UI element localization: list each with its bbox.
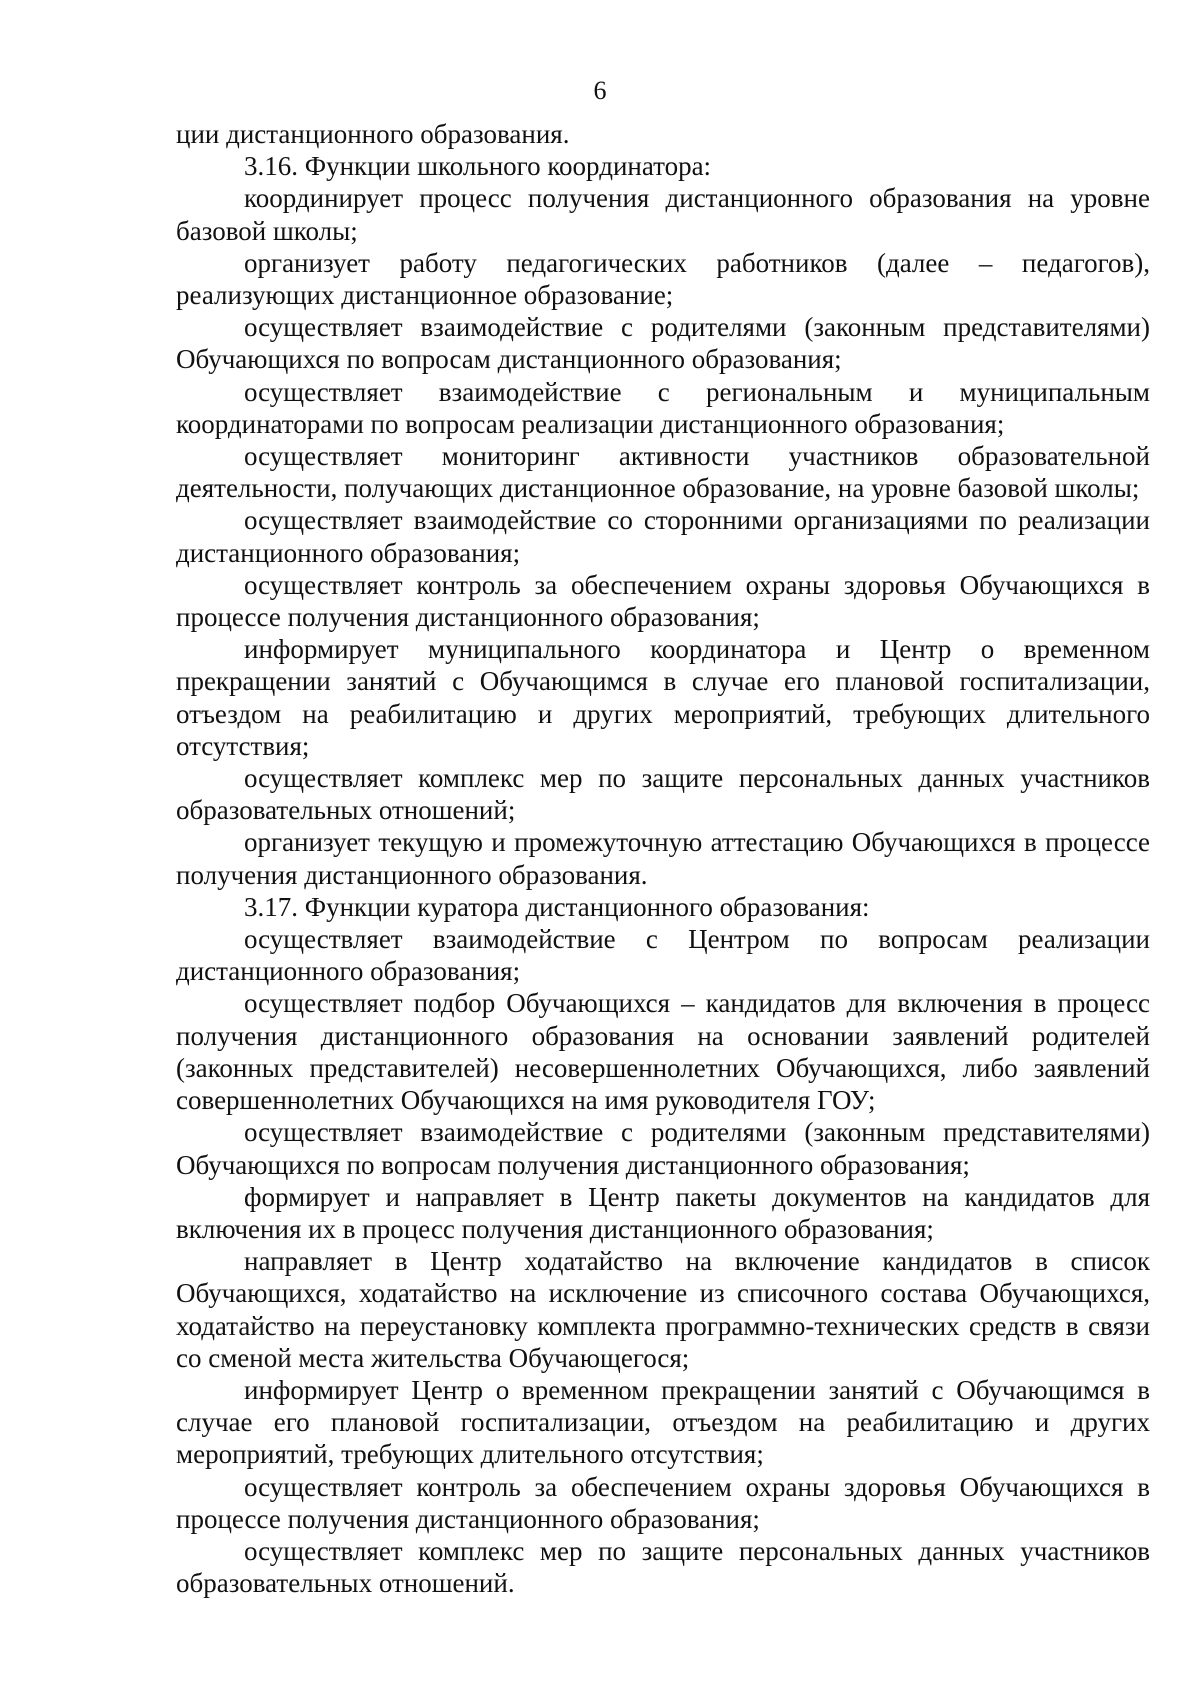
list-item: осуществляет комплекс мер по защите персональных данных участников образовательных отношений; [176, 763, 1150, 826]
list-item: осуществляет взаимодействие с родителями (законным представителями) Обучающихся по вопросам получения дистанционного образования; [176, 1117, 1150, 1180]
list-item: информирует муниципального координатора и Центр о временном прекращении занятий с Обучающимся в случае его плановой госпитализации, отъездом на реабилитацию и других мероприятий, требующих длительного отсутствия; [176, 634, 1150, 761]
list-item: осуществляет взаимодействие с родителями (законным представителями) Обучающихся по вопросам дистанционного образования; [176, 312, 1150, 375]
list-item: осуществляет подбор Обучающихся – кандидатов для включения в процесс получения дистанционного образования на основании заявлений родителей (законных представителей) несовершеннолетних Обучающихся, либо заявлений совершеннолетних Обучающихся на имя руководителя ГОУ; [176, 988, 1150, 1116]
list-item: осуществляет взаимодействие с Центром по вопросам реализации дистанционного образования; [176, 924, 1150, 987]
list-item: осуществляет комплекс мер по защите персональных данных участников образовательных отношений. [176, 1535, 1150, 1599]
list-item: осуществляет контроль за обеспечением охраны здоровья Обучающихся в процессе получения дистанционного образования; [176, 569, 1150, 633]
list-item: организует работу педагогических работников (далее – педагогов), реализующих дистанционное образование; [176, 247, 1150, 311]
page-number: 6 [593, 76, 607, 105]
list-item: направляет в Центр ходатайство на включение кандидатов в список Обучающихся, ходатайство на исключение из списочного состава Обучающихся, ходатайство на переустановку комплекта программно-технических средств в связи со сменой места жительства Обучающегося; [176, 1246, 1150, 1373]
list-item: информирует Центр о временном прекращении занятий с Обучающимся в случае его плановой госпитализации, отъездом на реабилитацию и других мероприятий, требующих длительного отсутствия; [176, 1374, 1150, 1470]
list-item: организует текущую и промежуточную аттестацию Обучающихся в процессе получения дистанционного образования. [176, 827, 1150, 890]
section-heading: 3.17. Функции куратора дистанционного образования: [244, 891, 870, 922]
list-item: осуществляет контроль за обеспечением охраны здоровья Обучающихся в процессе получения дистанционного образования; [176, 1471, 1150, 1534]
list-item: осуществляет мониторинг активности участников образовательной деятельности, получающих дистанционное образование, на уровне базовой школы; [176, 441, 1150, 504]
list-item: координирует процесс получения дистанционного образования на уровне базовой школы; [176, 183, 1150, 246]
list-item: формирует и направляет в Центр пакеты документов на кандидатов для включения их в процесс получения дистанционного образования; [176, 1181, 1150, 1244]
list-item: осуществляет взаимодействие с региональным и муниципальным координаторами по вопросам реализации дистанционного образования; [176, 376, 1150, 439]
continuation-text: ции дистанционного образования. [176, 119, 570, 149]
document-body [176, 118, 1150, 1599]
section-heading: 3.16. Функции школьного координатора: [244, 151, 712, 182]
list-item: осуществляет взаимодействие со сторонними организациями по реализации дистанционного образования; [176, 505, 1150, 568]
